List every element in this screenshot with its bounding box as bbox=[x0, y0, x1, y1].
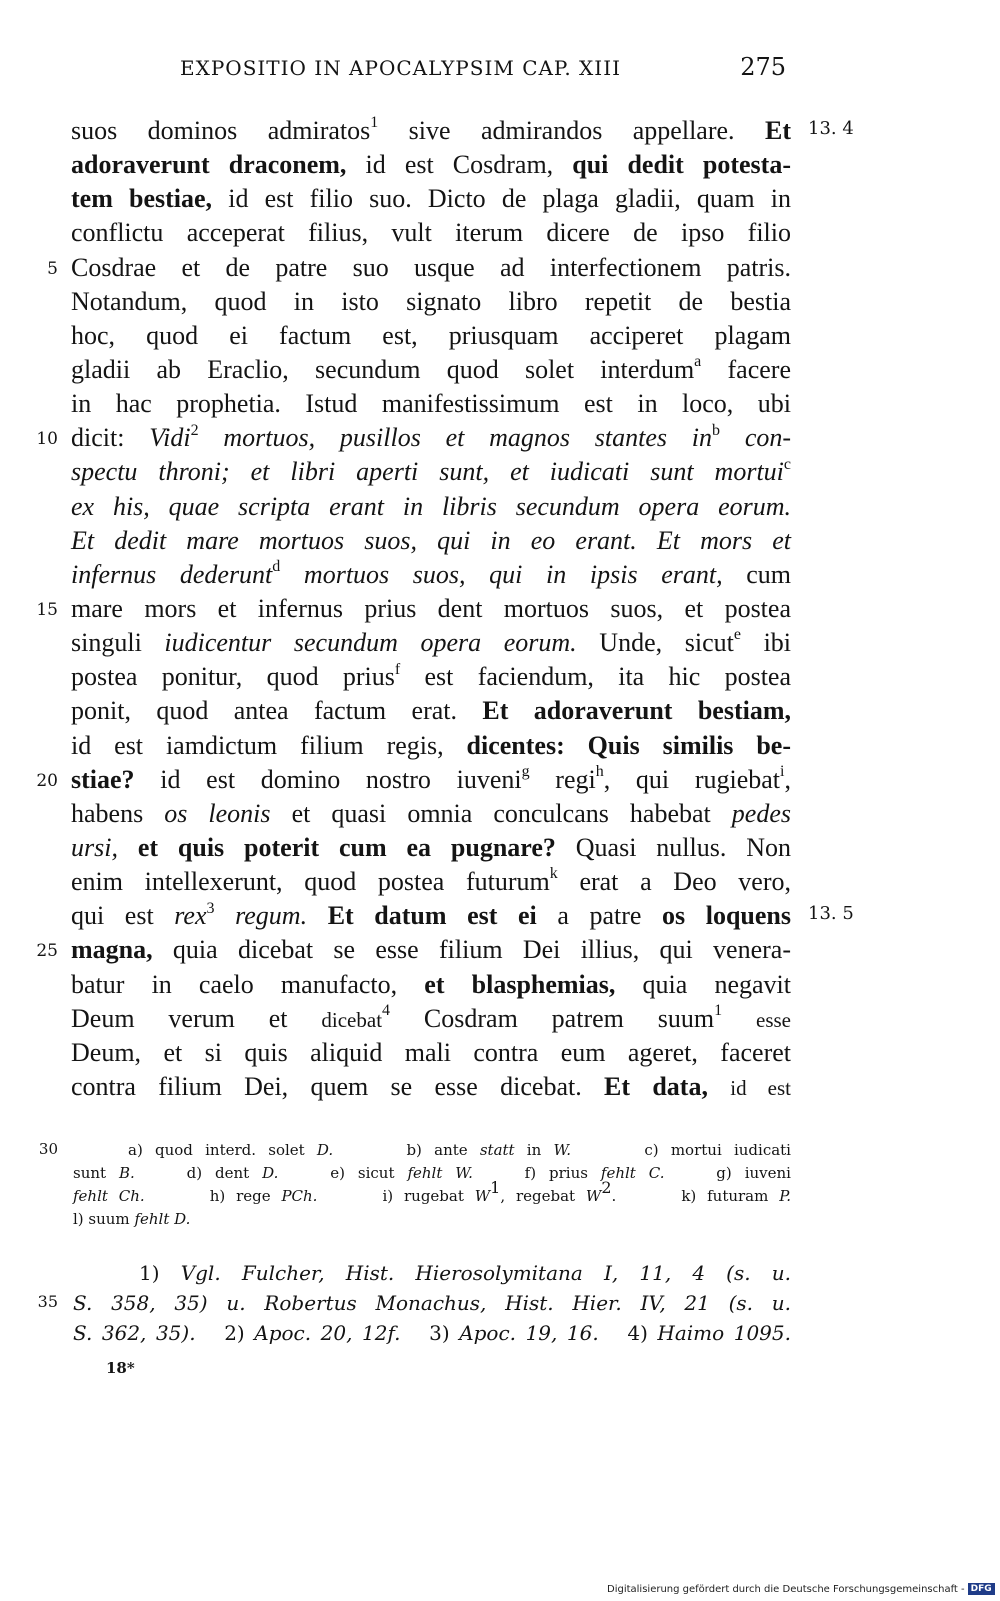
apparatus-text: sunt B. d) dent D. e) sicut fehlt W. f) prius fehlt C. g) iuveni bbox=[73, 1164, 791, 1182]
source-line bbox=[0, 1260, 1000, 1290]
body-line bbox=[0, 731, 1000, 765]
source-text: 1) Vgl. Fulcher, Hist. Hierosolymitana I, 11, 4 (s. u. bbox=[139, 1261, 791, 1285]
body-line bbox=[0, 970, 1000, 1004]
body-line bbox=[0, 355, 1000, 389]
signature-mark: 18* bbox=[106, 1359, 135, 1377]
body-line bbox=[0, 287, 1000, 321]
source-notes bbox=[0, 1260, 1000, 1350]
critical-apparatus bbox=[0, 1140, 1000, 1232]
source-text: S. 362, 35). 2) Apoc. 20, 12f. 3) Apoc. 19, 16. 4) Haimo 1095. bbox=[73, 1321, 791, 1345]
body-text: id est iamdictum filium regis, dicentes: Quis similis be- bbox=[71, 730, 792, 760]
body-line bbox=[0, 765, 1000, 799]
body-line bbox=[0, 321, 1000, 355]
body-line bbox=[0, 492, 1000, 526]
line-number: 10 bbox=[36, 429, 58, 450]
body-line bbox=[0, 935, 1000, 969]
body-line bbox=[0, 457, 1000, 491]
verse-reference: 13. 5 bbox=[808, 903, 854, 925]
running-title: EXPOSITIO IN APOCALYPSIM CAP. XIII bbox=[180, 56, 621, 80]
line-number: 5 bbox=[47, 258, 58, 279]
body-text: conflictu acceperat filius, vult iterum dicere de ipso filio bbox=[71, 218, 791, 248]
body-line bbox=[0, 526, 1000, 560]
body-line bbox=[0, 901, 1000, 935]
body-line bbox=[0, 799, 1000, 833]
body-line bbox=[0, 696, 1000, 730]
apparatus-line bbox=[0, 1178, 1000, 1209]
line-number: 25 bbox=[36, 941, 58, 962]
digitization-note: Digitalisierung gefördert durch die Deutsche Forschungsgemeinschaft - bbox=[607, 1584, 965, 1595]
body-text: adoraverunt draconem, id est Cosdram, qui dedit potesta- bbox=[71, 150, 791, 180]
main-text bbox=[0, 116, 1000, 1106]
body-line bbox=[0, 218, 1000, 252]
body-text: magna, quia dicebat se esse filium Dei illius, qui venera- bbox=[71, 935, 791, 965]
source-line bbox=[0, 1290, 1000, 1320]
body-text: in hac prophetia. Istud manifestissimum est in loco, ubi bbox=[71, 389, 791, 419]
body-text: hoc, quod ei factum est, priusquam acciperet plagam bbox=[71, 320, 791, 350]
page-number: 275 bbox=[740, 53, 786, 81]
apparatus-line bbox=[0, 1209, 1000, 1232]
body-text: postea ponitur, quod prius$^f$ est faciendum, ita hic postea bbox=[71, 660, 791, 692]
line-number: 35 bbox=[37, 1292, 58, 1311]
body-line bbox=[0, 1038, 1000, 1072]
body-text: Et dedit mare mortuos suos, qui in eo erant. Et mors et bbox=[71, 525, 791, 555]
body-line bbox=[0, 1004, 1000, 1038]
body-line bbox=[0, 1072, 1000, 1106]
body-text: contra filium Dei, quem se esse dicebat. Et data, id est bbox=[71, 1071, 791, 1101]
source-text: S. 358, 35) u. Robertus Monachus, Hist. Hier. IV, 21 (s. u. bbox=[73, 1291, 791, 1315]
body-line bbox=[0, 150, 1000, 184]
body-text: ursi, et quis poterit cum ea pugnare? Quasi nullus. Non bbox=[71, 832, 792, 862]
body-text: qui est rex$^3$ regum. Et datum est ei a patre os loquens bbox=[71, 899, 791, 931]
apparatus-line bbox=[0, 1163, 1000, 1186]
body-text: infernus dederunt$^d$ mortuos suos, qui in ipsis erant, cum bbox=[71, 558, 791, 589]
body-text: ex his, quae scripta erant in libris secundum opera eorum. bbox=[71, 491, 791, 521]
body-line bbox=[0, 628, 1000, 662]
digitization-credit bbox=[607, 1583, 995, 1595]
source-line bbox=[0, 1320, 1000, 1350]
body-line bbox=[0, 594, 1000, 628]
body-line bbox=[0, 253, 1000, 287]
body-line bbox=[0, 423, 1000, 457]
body-line bbox=[0, 560, 1000, 594]
body-text: Notandum, quod in isto signato libro repetit de bestia bbox=[71, 286, 791, 316]
line-number: 15 bbox=[36, 599, 58, 620]
apparatus-text: l) suum fehlt D. bbox=[73, 1210, 191, 1228]
body-line bbox=[0, 389, 1000, 423]
apparatus-line bbox=[0, 1140, 1000, 1163]
line-number: 30 bbox=[38, 1140, 58, 1158]
body-text: batur in caelo manufacto, et blasphemias, quia negavit bbox=[71, 969, 791, 999]
body-text: Cosdrae et de patre suo usque ad interfectionem patris. bbox=[71, 252, 791, 282]
line-number: 20 bbox=[36, 770, 58, 791]
body-text: tem bestiae, id est filio suo. Dicto de plaga gladii, quam in bbox=[71, 184, 791, 214]
body-text: enim intellexerunt, quod postea futurum$^k$ erat a Deo vero, bbox=[71, 865, 791, 897]
body-line bbox=[0, 833, 1000, 867]
body-line bbox=[0, 116, 1000, 150]
body-text: habens os leonis et quasi omnia conculcans habebat pedes bbox=[71, 798, 791, 828]
body-text: spectu throni; et libri aperti sunt, et iudicati sunt mortui$^c$ bbox=[71, 455, 791, 487]
body-text: stiae? id est domino nostro iuveni$^g$ regi$^h$, qui rugiebat$^i$, bbox=[71, 763, 791, 794]
body-line bbox=[0, 662, 1000, 696]
apparatus-text: fehlt Ch. h) rege PCh. i) rugebat $W^1$, regebat $W^2$. k) futuram P. bbox=[73, 1178, 792, 1205]
dfg-logo: DFG bbox=[968, 1583, 995, 1595]
verse-reference: 13. 4 bbox=[808, 118, 854, 139]
apparatus-text: a) quod interd. solet D. b) ante statt in W. c) mortui iudicati bbox=[128, 1141, 791, 1159]
body-line bbox=[0, 184, 1000, 218]
body-text: dicit: Vidi$^2$ mortuos, pusillos et magnos stantes $in^b$ con- bbox=[71, 421, 792, 453]
body-text: singuli iudicentur secundum opera eorum. Unde, sicut$^e$ ibi bbox=[71, 626, 792, 658]
body-line bbox=[0, 867, 1000, 901]
body-text: Deum verum et dicebat$^4$ Cosdram patrem suum$^1$ esse bbox=[71, 1002, 791, 1033]
body-text: gladii ab Eraclio, secundum quod solet interdum$^a$ facere bbox=[71, 353, 791, 384]
body-text: Deum, et si quis aliquid mali contra eum ageret, faceret bbox=[71, 1037, 791, 1067]
body-text: ponit, quod antea factum erat. Et adoraverunt bestiam, bbox=[71, 696, 791, 726]
body-text: suos dominos admiratos$^1$ sive admirandos appellare. Et bbox=[71, 114, 791, 145]
body-text: mare mors et infernus prius dent mortuos suos, et postea bbox=[71, 593, 791, 623]
